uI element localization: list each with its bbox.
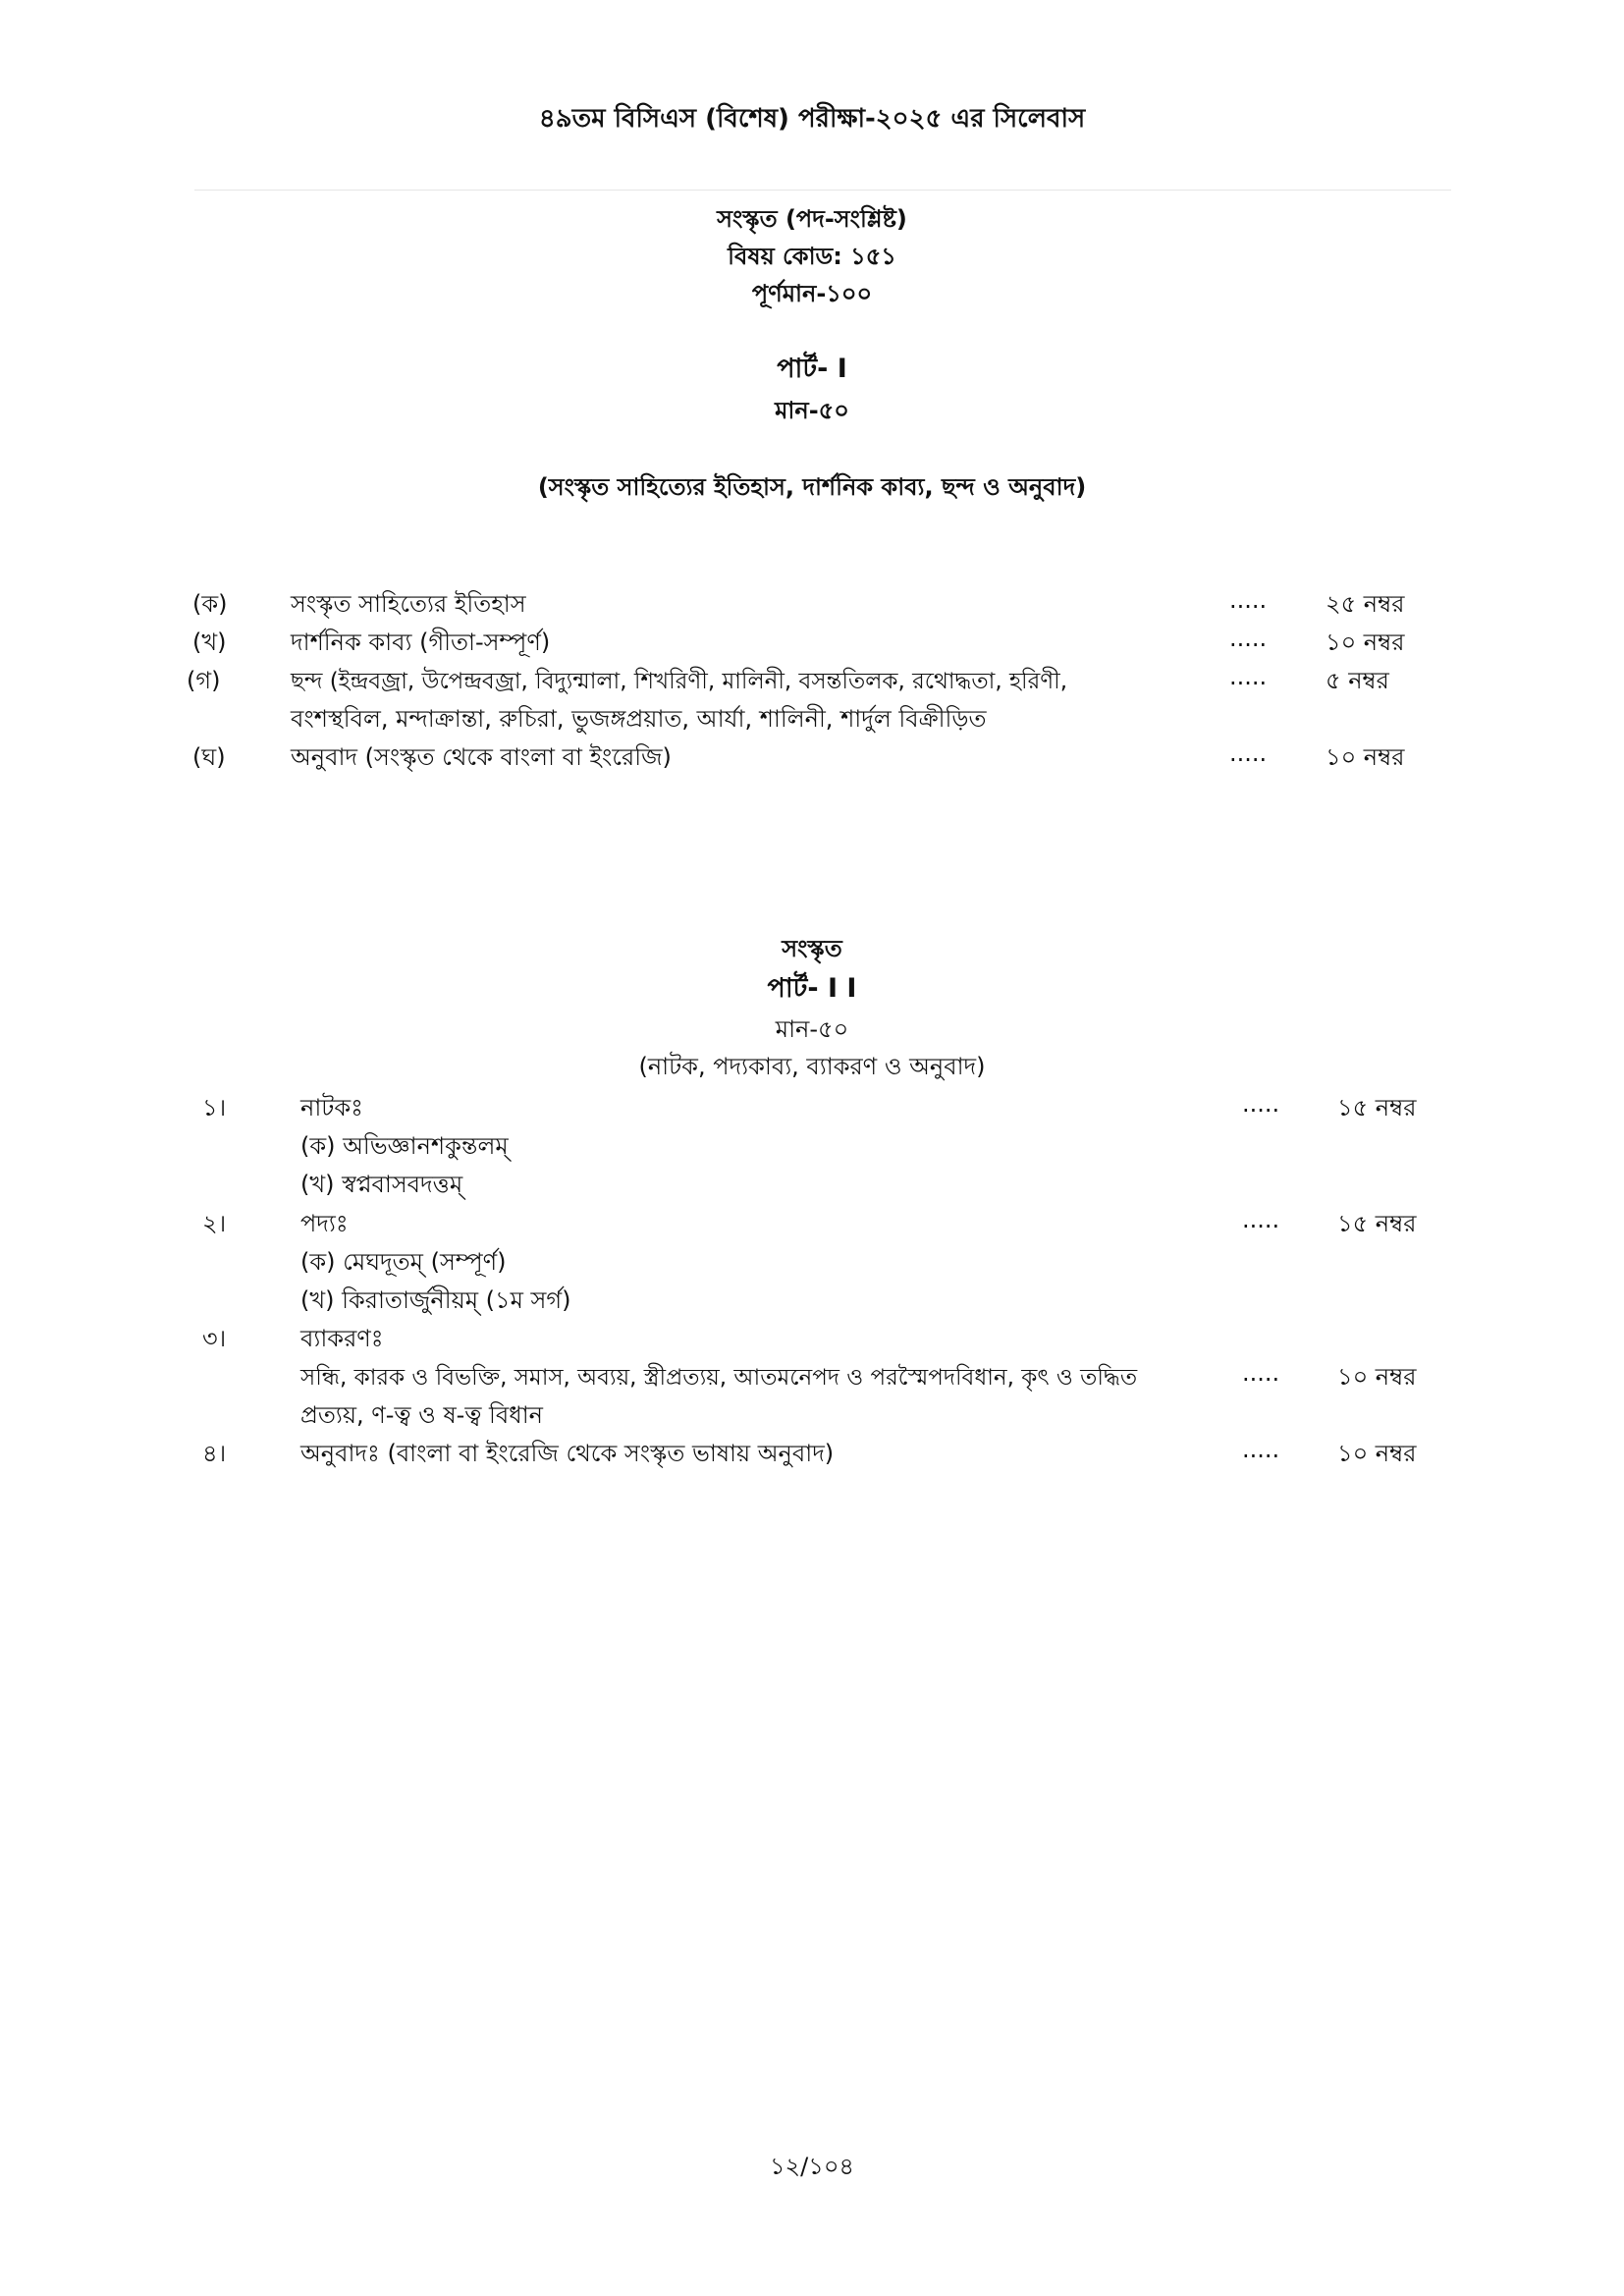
part2-item-1 [0,1090,1624,1125]
item-dots: ..... [1242,1206,1280,1233]
header-divider [194,190,1451,191]
page-number: ১২/১০৪ [769,2153,855,2180]
subject-name: সংস্কৃত (পদ-সংশ্লিষ্ট) [717,205,907,233]
part2-item-3-detail [0,1359,1624,1394]
part2-item-4 [0,1436,1624,1471]
part1-item-c-continued [0,701,1624,737]
item-label: ৪। [202,1440,227,1467]
item-dots: ..... [1229,586,1268,614]
item-detail-continued: প্রত্যয়, ণ-ত্ব ও ষ-ত্ব বিধান [300,1401,543,1429]
item-marks: ১৫ নম্বর [1337,1094,1417,1121]
sub-item: (খ) কিরাতার্জুনীয়ম্ (১ম সর্গ) [300,1286,571,1314]
part1-item-a [0,586,1624,622]
item-label: (গ) [187,667,221,694]
item-detail: সন্ধি, কারক ও বিভক্তি, সমাস, অব্যয়, স্ত্রীপ্রত্যয়, আতমনেপদ ও পরস্মৈপদবিধান, কৃৎ ও তদ্ধিত [300,1365,1138,1391]
part1-label: পার্ট- I [777,354,847,384]
part2-item-3-detail-continued [0,1397,1624,1433]
part1-item-d [0,739,1624,775]
full-marks: পূর্ণমান-১০০ [751,280,873,307]
sub-item: (ক) অভিজ্ঞানশকুন্তলম্ [300,1132,509,1160]
part2-marks: মান-৫০ [775,1015,849,1043]
item-dots: ..... [1242,1436,1280,1463]
item-text: নাটকঃ [300,1094,363,1121]
item-marks: ৫ নম্বর [1326,667,1389,694]
item-marks: ১০ নম্বর [1337,1440,1417,1467]
item-marks: ১৫ নম্বর [1337,1210,1417,1237]
item-label: (ক) [192,590,228,618]
item-marks: ১০ নম্বর [1326,743,1405,771]
item-text: অনুবাদঃ (বাংলা বা ইংরেজি থেকে সংস্কৃত ভাষায় অনুবাদ) [300,1440,835,1467]
item-marks: ১০ নম্বর [1337,1363,1417,1391]
item-label: ১। [202,1094,227,1121]
part2-label: পার্ট- I I [767,973,857,1004]
item-marks: ২৫ নম্বর [1326,590,1405,618]
sub-item: (খ) স্বপ্নবাসবদত্তম্ [300,1171,463,1198]
item-text: অনুবাদ (সংস্কৃত থেকে বাংলা বা ইংরেজি) [291,743,672,771]
item-text: দার্শনিক কাব্য (গীতা-সম্পূর্ণ) [291,629,551,656]
part2-subject: সংস্কৃত [782,935,842,962]
part2-item-3 [0,1321,1624,1356]
item-label: (খ) [192,629,227,656]
part1-item-b [0,625,1624,660]
part1-topics: (সংস্কৃত সাহিত্যের ইতিহাস, দার্শনিক কাব্য, ছন্দ ও অনুবাদ) [537,473,1087,501]
item-label: ৩। [202,1325,227,1352]
item-text: সংস্কৃত সাহিত্যের ইতিহাস [291,590,526,618]
part1-item-c [0,663,1624,698]
item-dots: ..... [1242,1090,1280,1118]
item-text: পদ্যঃ [300,1210,349,1237]
item-text: ছন্দ (ইন্দ্রবজ্রা, উপেন্দ্রবজ্রা, বিদ্যুন্মালা, শিখরিণী, মালিনী, বসন্ততিলক, রথোদ্ধতা, হরিণী, [291,669,1068,694]
item-dots: ..... [1229,739,1268,767]
sub-item: (ক) মেঘদূতম্ (সম্পূর্ণ) [300,1248,507,1276]
item-label: (ঘ) [192,743,226,771]
part2-item-2 [0,1206,1624,1241]
item-text-continued: বংশস্থবিল, মন্দাক্রান্তা, রুচিরা, ভুজঙ্গপ্রয়াত, আর্যা, শালিনী, শার্দুল বিক্রীড়িত [291,705,987,733]
item-marks: ১০ নম্বর [1326,629,1405,656]
item-dots: ..... [1229,663,1268,690]
subject-code: বিষয় কোড: ১৫১ [728,243,896,270]
item-dots: ..... [1242,1359,1280,1387]
item-label: ২। [202,1210,227,1237]
item-dots: ..... [1229,625,1268,652]
part2-topics: (নাটক, পদ্যকাব্য, ব্যাকরণ ও অনুবাদ) [638,1053,986,1080]
item-text: ব্যাকরণঃ [300,1325,384,1352]
document-title: ৪৯তম বিসিএস (বিশেষ) পরীক্ষা-২০২৫ এর সিলেবাস [538,104,1086,134]
part1-marks: মান-৫০ [775,397,849,424]
